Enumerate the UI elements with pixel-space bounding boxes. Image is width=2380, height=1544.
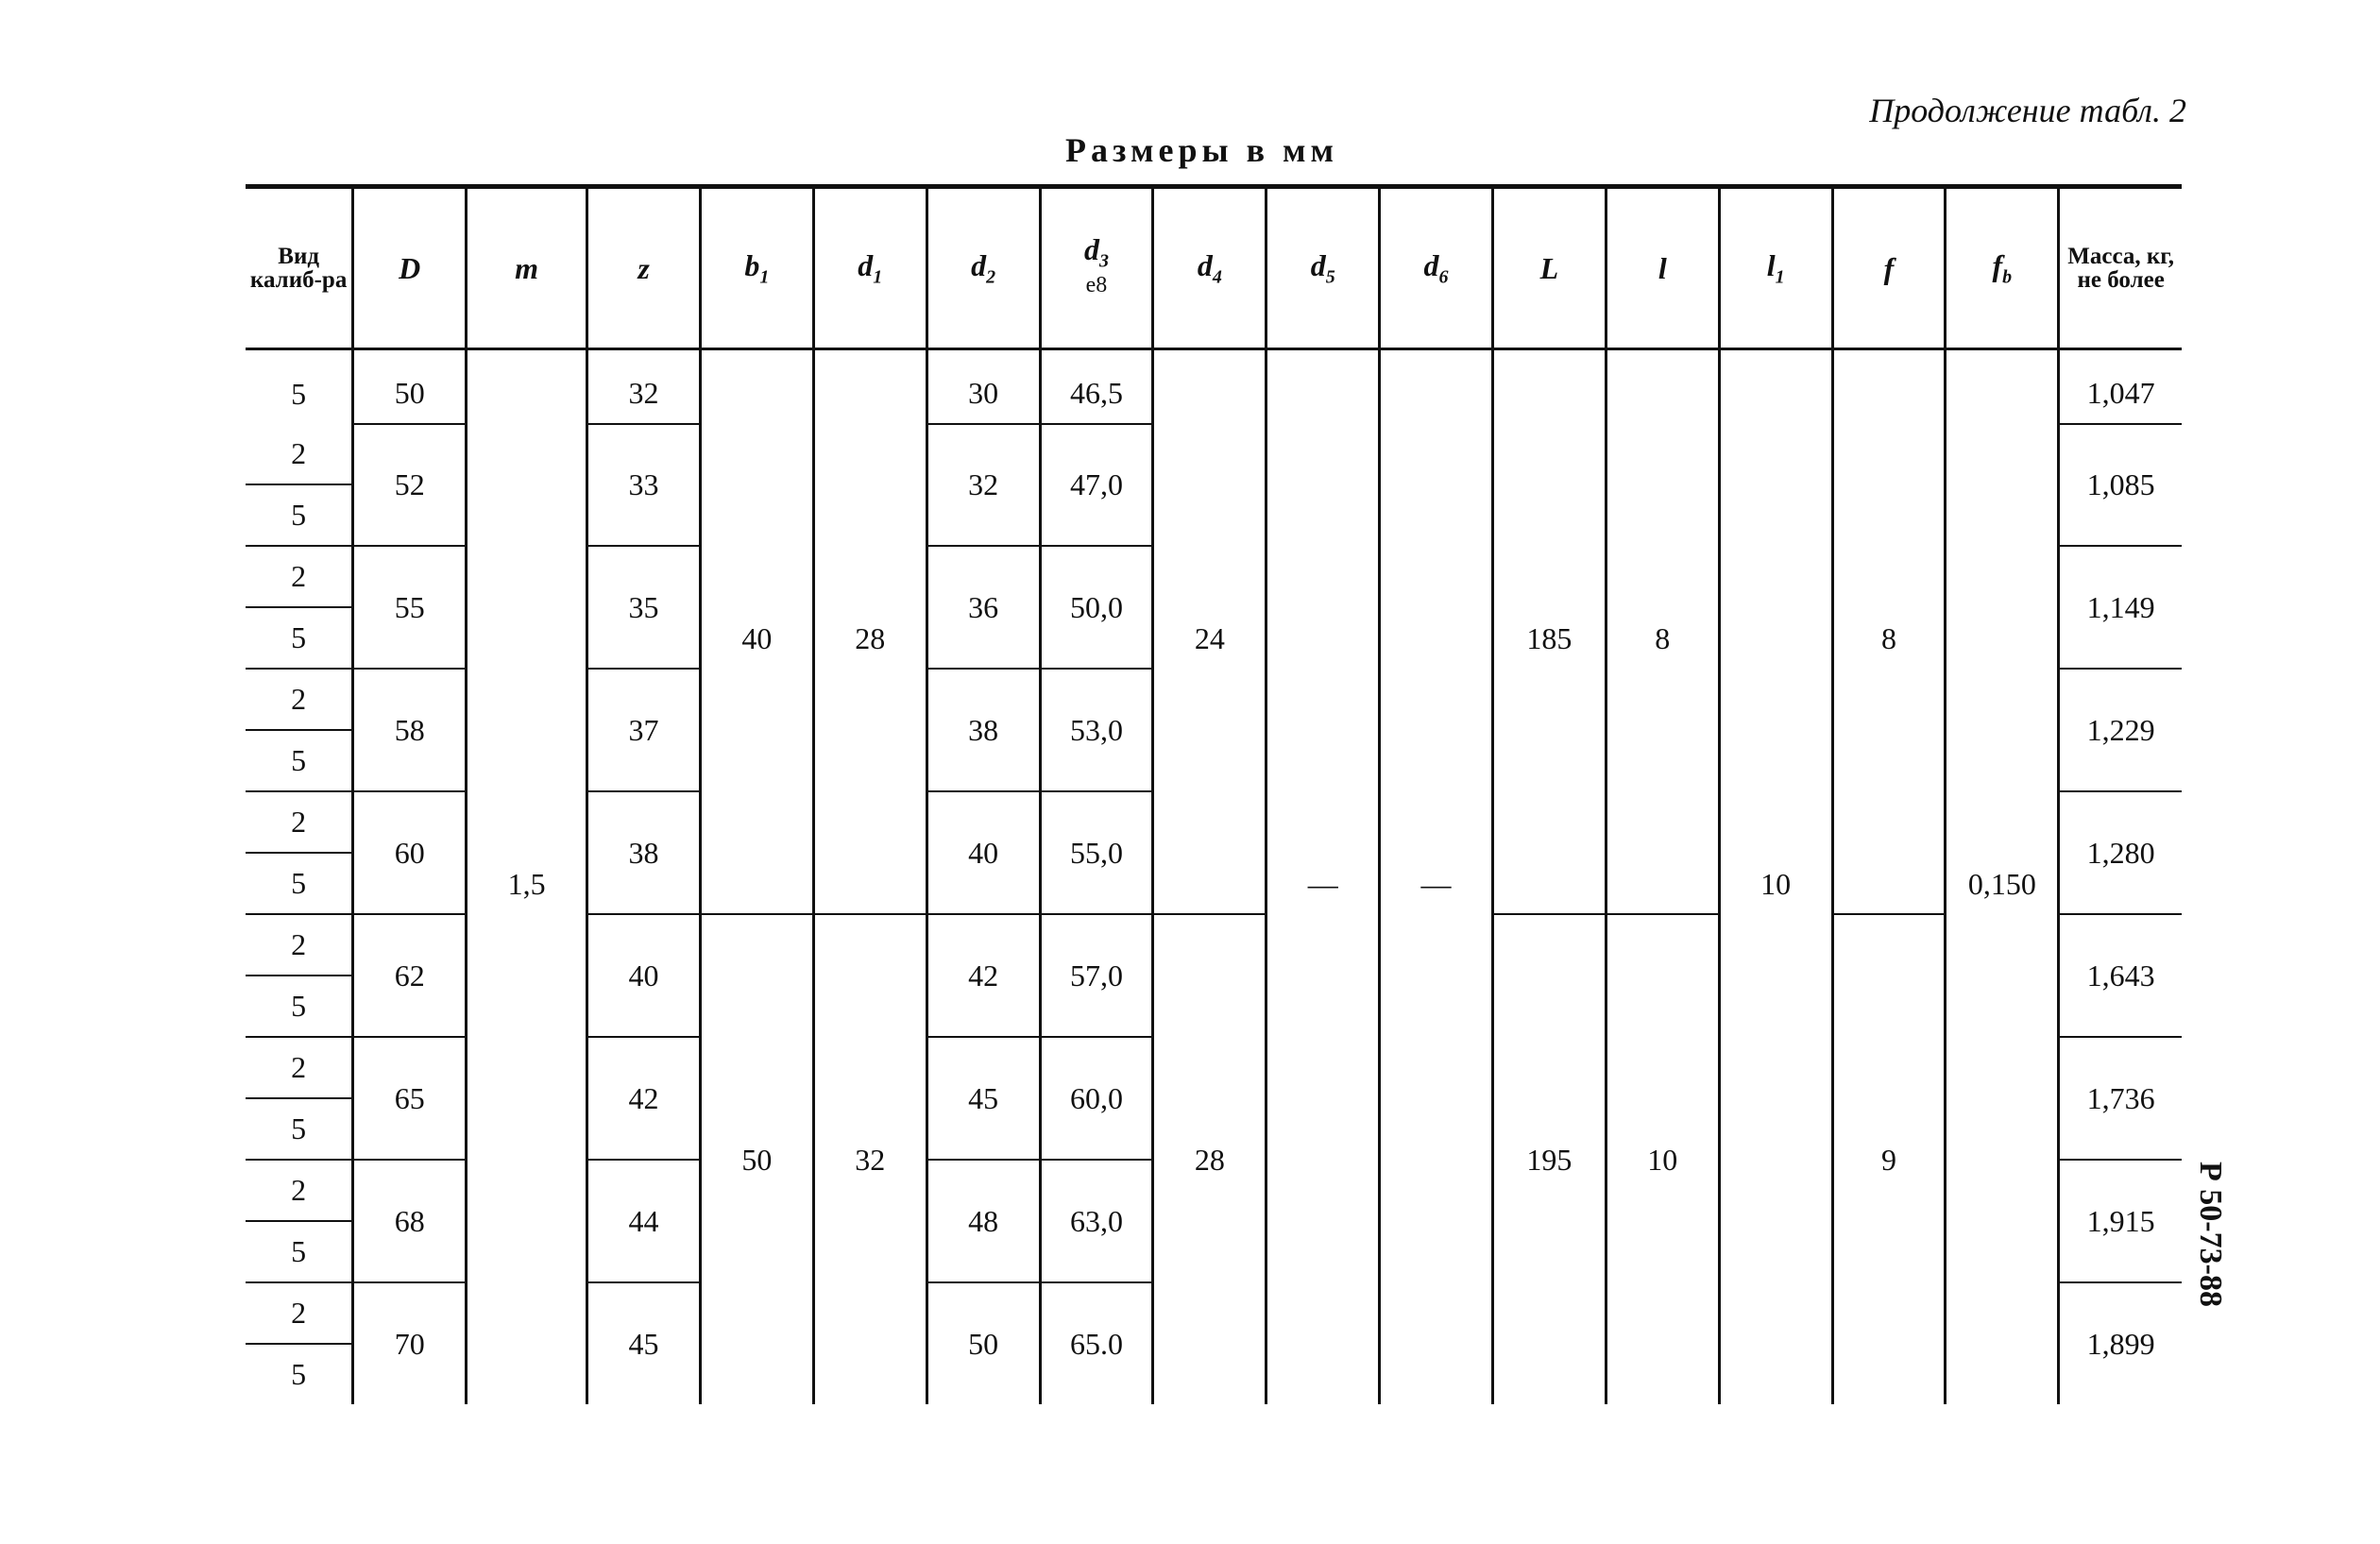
D-cell: 58	[353, 669, 467, 791]
d3-cell: 65.0	[1040, 1282, 1153, 1404]
mass-cell: 1,736	[2059, 1037, 2182, 1160]
d3-cell: 53,0	[1040, 669, 1153, 791]
d3-cell: 57,0	[1040, 914, 1153, 1037]
header-row	[246, 187, 2182, 349]
f-cell: 9	[1832, 914, 1946, 1404]
header-D: D	[353, 187, 467, 349]
z-cell: 45	[587, 1282, 701, 1404]
d2-cell: 40	[926, 791, 1040, 914]
mass-cell: 1,047	[2059, 349, 2182, 425]
b1-cell: 40	[700, 349, 813, 915]
mass-cell: 1,149	[2059, 546, 2182, 669]
z-cell: 44	[587, 1160, 701, 1282]
header-d6: $d_6$	[1380, 187, 1493, 349]
header-d3: $d_3$ e8	[1040, 187, 1153, 349]
d2-cell: 42	[926, 914, 1040, 1037]
d3-cell: 50,0	[1040, 546, 1153, 669]
d2-cell: 32	[926, 424, 1040, 546]
header-f: f	[1832, 187, 1946, 349]
D-cell: 50	[353, 349, 467, 425]
header-mass: Масса, кг, не более	[2059, 187, 2182, 349]
d6-cell: —	[1380, 349, 1493, 1405]
vid-cell: 2	[246, 669, 353, 730]
d1-cell: 28	[813, 349, 926, 915]
header-L: L	[1492, 187, 1606, 349]
z-cell: 40	[587, 914, 701, 1037]
d2-cell: 30	[926, 349, 1040, 425]
d4-cell: 24	[1153, 349, 1266, 915]
z-cell: 37	[587, 669, 701, 791]
vid-cell: 5	[291, 1357, 307, 1391]
z-cell: 33	[587, 424, 701, 546]
vid-cell: 2	[246, 1282, 353, 1344]
d2-cell: 38	[926, 669, 1040, 791]
dimensions-table	[246, 184, 2182, 1404]
z-cell: 35	[587, 546, 701, 669]
d2-cell: 36	[926, 546, 1040, 669]
vid-cell: 2	[246, 1160, 353, 1221]
D-cell: 65	[353, 1037, 467, 1160]
vid-cell: 2	[246, 1037, 353, 1098]
mass-cell: 1,229	[2059, 669, 2182, 791]
vid-cell: 5	[246, 730, 353, 791]
f-cell: 8	[1832, 349, 1946, 915]
mass-cell: 1,915	[2059, 1160, 2182, 1282]
vid-cell: 2	[246, 424, 353, 484]
vid-cell: 5	[291, 376, 307, 411]
d3-cell: 47,0	[1040, 424, 1153, 546]
l-cell: 8	[1606, 349, 1719, 915]
D-cell: 62	[353, 914, 467, 1037]
header-m: m	[467, 187, 587, 349]
mass-cell: 1,899	[2059, 1282, 2182, 1404]
header-vid: Вид калиб-ра	[246, 187, 353, 349]
d5-cell: —	[1266, 349, 1380, 1405]
units-caption: Размеры в мм	[1065, 131, 1339, 169]
fb-cell: 0,150	[1946, 349, 2059, 1405]
document-code: Р 50-73-88	[2193, 1162, 2228, 1307]
D-cell: 68	[353, 1160, 467, 1282]
L-cell: 195	[1492, 914, 1606, 1404]
vid-cell: 5	[246, 853, 353, 914]
d3-cell: 60,0	[1040, 1037, 1153, 1160]
header-d5: $d_5$	[1266, 187, 1380, 349]
header-d4: $d_4$	[1153, 187, 1266, 349]
header-l: l	[1606, 187, 1719, 349]
vid-cell: 5	[246, 484, 353, 546]
mass-cell: 1,085	[2059, 424, 2182, 546]
m-cell: 1,5	[467, 349, 587, 1405]
D-cell: 60	[353, 791, 467, 914]
header-b1: $b_1$	[700, 187, 813, 349]
d2-cell: 45	[926, 1037, 1040, 1160]
header-d1: $d_1$	[813, 187, 926, 349]
header-z: z	[587, 187, 701, 349]
D-cell: 55	[353, 546, 467, 669]
mass-cell: 1,280	[2059, 791, 2182, 914]
b1-cell: 50	[700, 914, 813, 1404]
z-cell: 42	[587, 1037, 701, 1160]
vid-cell: 2	[246, 791, 353, 853]
vid-cell: 5	[246, 607, 353, 669]
d2-cell: 50	[926, 1282, 1040, 1404]
d1-cell: 32	[813, 914, 926, 1404]
D-cell: 70	[353, 1282, 467, 1404]
d3-cell: 46,5	[1040, 349, 1153, 425]
mass-cell: 1,643	[2059, 914, 2182, 1037]
L-cell: 185	[1492, 349, 1606, 915]
z-cell: 32	[587, 349, 701, 425]
header-d2: $d_2$	[926, 187, 1040, 349]
d3-cell: 55,0	[1040, 791, 1153, 914]
d2-cell: 48	[926, 1160, 1040, 1282]
vid-cell: 2	[246, 546, 353, 607]
table-continuation-label: Продолжение табл. 2	[1869, 92, 2186, 129]
header-l1: $l_1$	[1719, 187, 1832, 349]
header-fb: $f_b$	[1946, 187, 2059, 349]
table-row	[246, 349, 2182, 425]
d4-cell: 28	[1153, 914, 1266, 1404]
l1-cell: 10	[1719, 349, 1832, 1405]
vid-cell: 5	[246, 1098, 353, 1160]
vid-cell: 2	[246, 914, 353, 976]
z-cell: 38	[587, 791, 701, 914]
D-cell: 52	[353, 424, 467, 546]
vid-cell: 5	[246, 1221, 353, 1282]
l-cell: 10	[1606, 914, 1719, 1404]
vid-cell: 5	[246, 976, 353, 1037]
d3-cell: 63,0	[1040, 1160, 1153, 1282]
